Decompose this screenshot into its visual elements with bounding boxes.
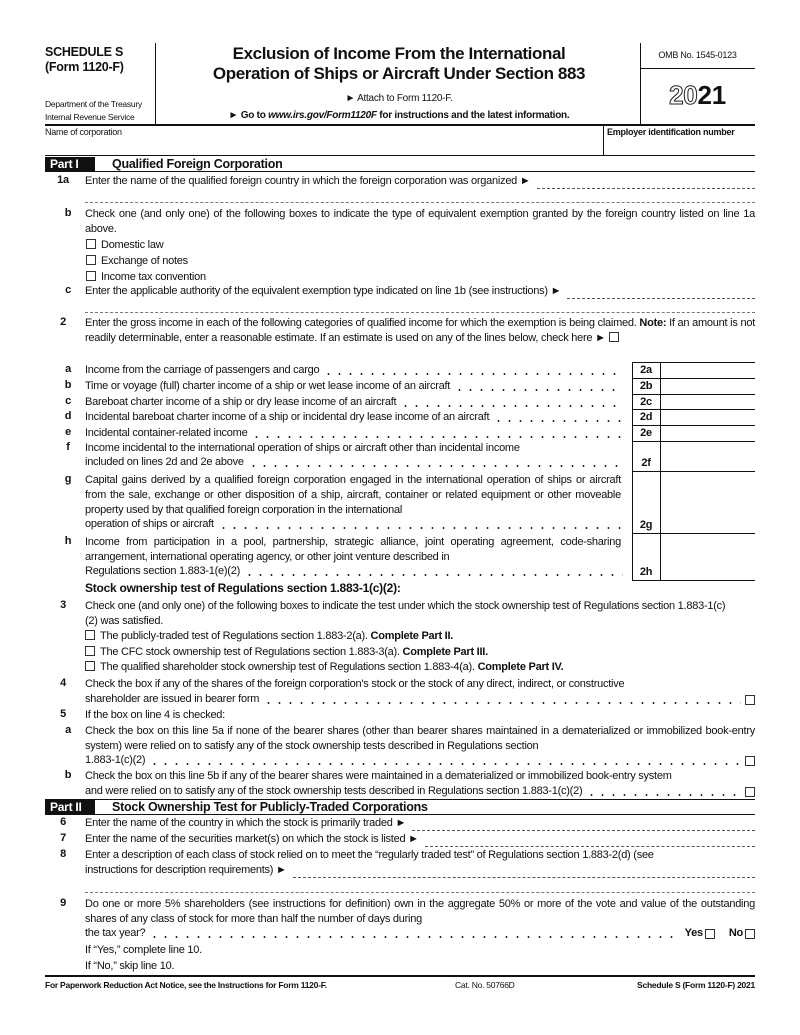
checkbox-exchange-of-notes[interactable] (86, 253, 206, 269)
attach-instruction: ► Attach to Form 1120-F. (345, 93, 453, 104)
checkbox-domestic-law[interactable] (86, 237, 206, 253)
title-line-1: Exclusion of Income From the International (232, 44, 566, 63)
line-label: 2b (639, 380, 653, 392)
line-2b (85, 379, 627, 394)
line-2a (85, 363, 627, 378)
part-1-tag: Part I (45, 157, 95, 171)
trading-country-field[interactable] (412, 821, 755, 831)
amount-2c[interactable] (662, 395, 754, 409)
stock-ownership-heading: Stock ownership test of Regulations section 1.883-1(c)(2): (85, 581, 401, 595)
bearer-form-checkbox[interactable] (745, 695, 755, 705)
line-5b-checkbox[interactable] (745, 787, 755, 797)
option-label: The qualified shareholder stock ownership test of Regulations section 1.883-4(a). (100, 661, 478, 673)
tax-year (640, 80, 755, 111)
line-number: 1a (57, 174, 69, 186)
year-bold: 21 (697, 80, 726, 110)
title-line-2: Operation of Ships or Aircraft Under Section 883 (212, 64, 586, 83)
option-instruction: Complete Part II. (370, 630, 454, 642)
line-9-text2: the tax year? (85, 927, 146, 939)
if-yes-instruction: If “Yes,” complete line 10. (85, 944, 202, 956)
amount-2g[interactable] (662, 473, 754, 532)
option-label: Exchange of notes (101, 255, 188, 267)
goto-instruction (160, 110, 638, 121)
line-2d-text: Incidental bareboat charter income of a ship or incidental dry lease income of an aircraft (85, 411, 490, 423)
line-number: a (65, 724, 71, 736)
line-2h-text2: Regulations section 1.883-1(e)(2) (85, 565, 241, 577)
schedule-name: SCHEDULE S (45, 45, 124, 59)
option-instruction: Complete Part III. (402, 645, 488, 658)
line-7-text: Enter the name of the securities market(s) on which the stock is listed ► (85, 833, 419, 845)
line-label: 2c (640, 396, 652, 408)
line-8-text2: instructions for description requirements) ► (85, 864, 287, 876)
name-field[interactable] (45, 139, 600, 154)
line-number: c (65, 395, 71, 407)
part-1-title: Qualified Foreign Corporation (112, 157, 283, 171)
goto-prefix: ► Go to (228, 110, 269, 121)
line-2c-text: Bareboat charter income of a ship or dry lease income of an aircraft (85, 396, 397, 408)
line-1c (85, 284, 755, 299)
agency-name: Internal Revenue Service (45, 112, 135, 122)
securities-market-field[interactable] (425, 837, 755, 847)
line-7 (85, 832, 755, 847)
amount-2h[interactable] (662, 535, 754, 579)
line-1c-text: Enter the applicable authority of the equivalent exemption type indicated on line 1b (see instructions) ► (85, 285, 562, 297)
line-5a-text: Check the box on this line 5a if none of the bearer shares (other than bearer shares maintained in a dematerialized or immobilized book-entry system) were relied on to satisfy any of the stock ownership tests described in Regulations section (85, 725, 755, 752)
paperwork-notice: For Paperwork Reduction Act Notice, see the Instructions for Form 1120-F. (45, 980, 327, 990)
line-number: 4 (60, 677, 66, 689)
omb-number: OMB No. 1545-0123 (658, 50, 737, 60)
amount-2f[interactable] (662, 443, 754, 470)
line-number: 7 (60, 832, 66, 844)
part-2-title: Stock Ownership Test for Publicly-Traded Corporations (112, 800, 428, 814)
line-2f-text2: included on lines 2d and 2e above (85, 456, 244, 468)
line-5b-cont (85, 784, 755, 799)
line-8-text: Enter a description of each class of stock relied on to meet the “regularly traded test” of Regulations section 1.883-2(d) (see (85, 849, 654, 861)
line-2g-text: Capital gains derived by a qualified foreign corporation engaged in the international operation of ships or aircraft from the sale, exchange or other disposition of a ship, aircraft, container or related equipment or other moveable property used by that qualified foreign corporation in the international (85, 474, 621, 516)
checkbox-qualified-shareholder[interactable] (85, 660, 563, 676)
line-number: 9 (60, 897, 66, 909)
line-number: b (64, 379, 72, 391)
line-number: e (65, 426, 71, 438)
year-outline: 20 (669, 80, 698, 110)
goto-suffix: for instructions and the latest information. (376, 110, 570, 121)
name-label: Name of corporation (45, 127, 122, 137)
line-5a-text2: 1.883-1(c)(2) (85, 754, 146, 766)
line-4-text: Check the box if any of the shares of the foreign corporation's stock or the stock of any direct, indirect, or constructive (85, 678, 625, 690)
line-5a-cont (85, 753, 755, 768)
line-2-text (85, 316, 755, 346)
part-2-tag: Part II (45, 800, 95, 814)
line-5a-checkbox[interactable] (745, 756, 755, 766)
line-label: 2d (639, 411, 653, 423)
line-1b-text: Check one (and only one) of the following boxes to indicate the type of equivalent exemption granted by the foreign country listed on line 1a above. (85, 208, 755, 235)
ein-label: Employer identification number (607, 127, 735, 137)
line-number: a (65, 363, 71, 375)
line-2f-text: Income incidental to the international operation of ships or aircraft other than incidental income (85, 442, 520, 454)
line-2h-cont (85, 564, 627, 579)
line-2-intro: Enter the gross income in each of the following categories of qualified income for which the exemption is being claimed. (85, 317, 637, 329)
form-title (160, 44, 638, 84)
line-number: g (64, 473, 72, 485)
line-number: d (64, 410, 72, 422)
ein-field[interactable] (607, 139, 755, 154)
line-2g-cont (85, 517, 627, 532)
line-label: 2f (641, 457, 651, 469)
line-number: b (64, 769, 72, 781)
foreign-country-field[interactable] (537, 179, 756, 189)
line-label: 2e (640, 427, 652, 439)
amount-2b[interactable] (662, 379, 754, 393)
line-label: 2g (639, 519, 653, 531)
schedule-id (45, 45, 124, 75)
if-no-instruction: If “No,” skip line 10. (85, 960, 175, 972)
exemption-options (86, 237, 206, 285)
line-9-cont (85, 926, 755, 941)
line-3-text: Check one (and only one) of the following boxes to indicate the test under which the stock ownership test of Regulations section 1.883-1(c)(2) was satisfied. (85, 600, 726, 627)
line-4-cont (85, 692, 755, 707)
line-8-cont (85, 863, 755, 878)
line-2e-text: Incidental container-related income (85, 427, 248, 439)
line-6 (85, 816, 755, 831)
line-2h-text: Income from participation in a pool, partnership, strategic alliance, joint operating agreement, code-sharing arrangement, international operating agency, or other joint venture described in (85, 536, 621, 563)
line-label: 2a (640, 364, 652, 376)
line-number: 2 (60, 316, 66, 328)
note-label: Note: (639, 317, 667, 329)
line-2f-cont (85, 455, 627, 470)
line-number: h (64, 535, 72, 547)
amount-2a[interactable] (662, 363, 754, 377)
stock-test-options (85, 629, 563, 676)
department (45, 98, 142, 124)
option-label: The CFC stock ownership test of Regulations section 1.883-3(a). (100, 645, 403, 658)
amount-2e[interactable] (662, 426, 754, 440)
line-number: b (64, 207, 72, 219)
line-2g-text2: operation of ships or aircraft (85, 518, 214, 530)
line-1a (85, 174, 755, 189)
form-number: (Form 1120-F) (45, 60, 124, 74)
line-number: 5 (60, 708, 66, 720)
irs-link[interactable]: www.irs.gov/Form1120F (268, 110, 377, 121)
line-2d (85, 410, 627, 425)
line-number: 8 (60, 848, 66, 860)
option-instruction: Complete Part IV. (477, 661, 564, 673)
line-number: c (65, 284, 71, 296)
stock-description-field[interactable] (293, 868, 755, 878)
line-5b-text: Check the box on this line 5b if any of the bearer shares were maintained in a dematerialized or immobilized book-entry system (85, 770, 672, 782)
line-number: 3 (60, 599, 66, 611)
estimate-checkbox[interactable] (609, 332, 619, 342)
line-label: 2h (639, 566, 653, 578)
line-2b-text: Time or voyage (full) charter income of a ship or wet lease income of an aircraft (85, 380, 451, 392)
line-2c (85, 395, 627, 410)
line-4-text2: shareholder are issued in bearer form (85, 693, 260, 705)
option-label: Income tax convention (101, 271, 206, 283)
note-text: If an amount is not readily determinable, enter a reasonable estimate. If an estimate is used on any of the lines below, check here ► (85, 317, 755, 344)
no-label: No (728, 927, 743, 939)
checkbox-income-tax-convention[interactable] (86, 269, 206, 285)
line-1a-text: Enter the name of the qualified foreign country in which the foreign corporation was organized ► (85, 175, 531, 187)
option-label: The publicly-traded test of Regulations section 1.883-2(a). (100, 630, 371, 642)
checkbox-cfc[interactable] (85, 645, 563, 661)
form-footer-id: Schedule S (Form 1120-F) 2021 (637, 980, 755, 990)
amount-2d[interactable] (662, 410, 754, 424)
line-2a-text: Income from the carriage of passengers and cargo (85, 364, 320, 376)
line-number: 6 (60, 816, 66, 828)
authority-field[interactable] (567, 289, 755, 299)
line-2e (85, 426, 627, 441)
department-name: Department of the Treasury (45, 99, 142, 109)
line-number: f (66, 441, 70, 453)
yes-label: Yes (684, 927, 703, 939)
line-6-text: Enter the name of the country in which the stock is primarily traded ► (85, 817, 407, 829)
yes-checkbox[interactable] (705, 929, 715, 939)
option-label: Domestic law (101, 239, 164, 251)
line-5-text: If the box on line 4 is checked: (85, 709, 225, 721)
catalog-number: Cat. No. 50766D (455, 980, 515, 990)
line-9-text: Do one or more 5% shareholders (see instructions for definition) own in the aggregate 50% or more of the vote and value of the outstanding shares of any class of stock for more than half the number of days during (85, 898, 755, 925)
line-5b-text2: and were relied on to satisfy any of the stock ownership tests described in Regulations section 1.883-1(c)(2) (85, 785, 583, 797)
no-checkbox[interactable] (745, 929, 755, 939)
checkbox-publicly-traded[interactable] (85, 629, 563, 645)
